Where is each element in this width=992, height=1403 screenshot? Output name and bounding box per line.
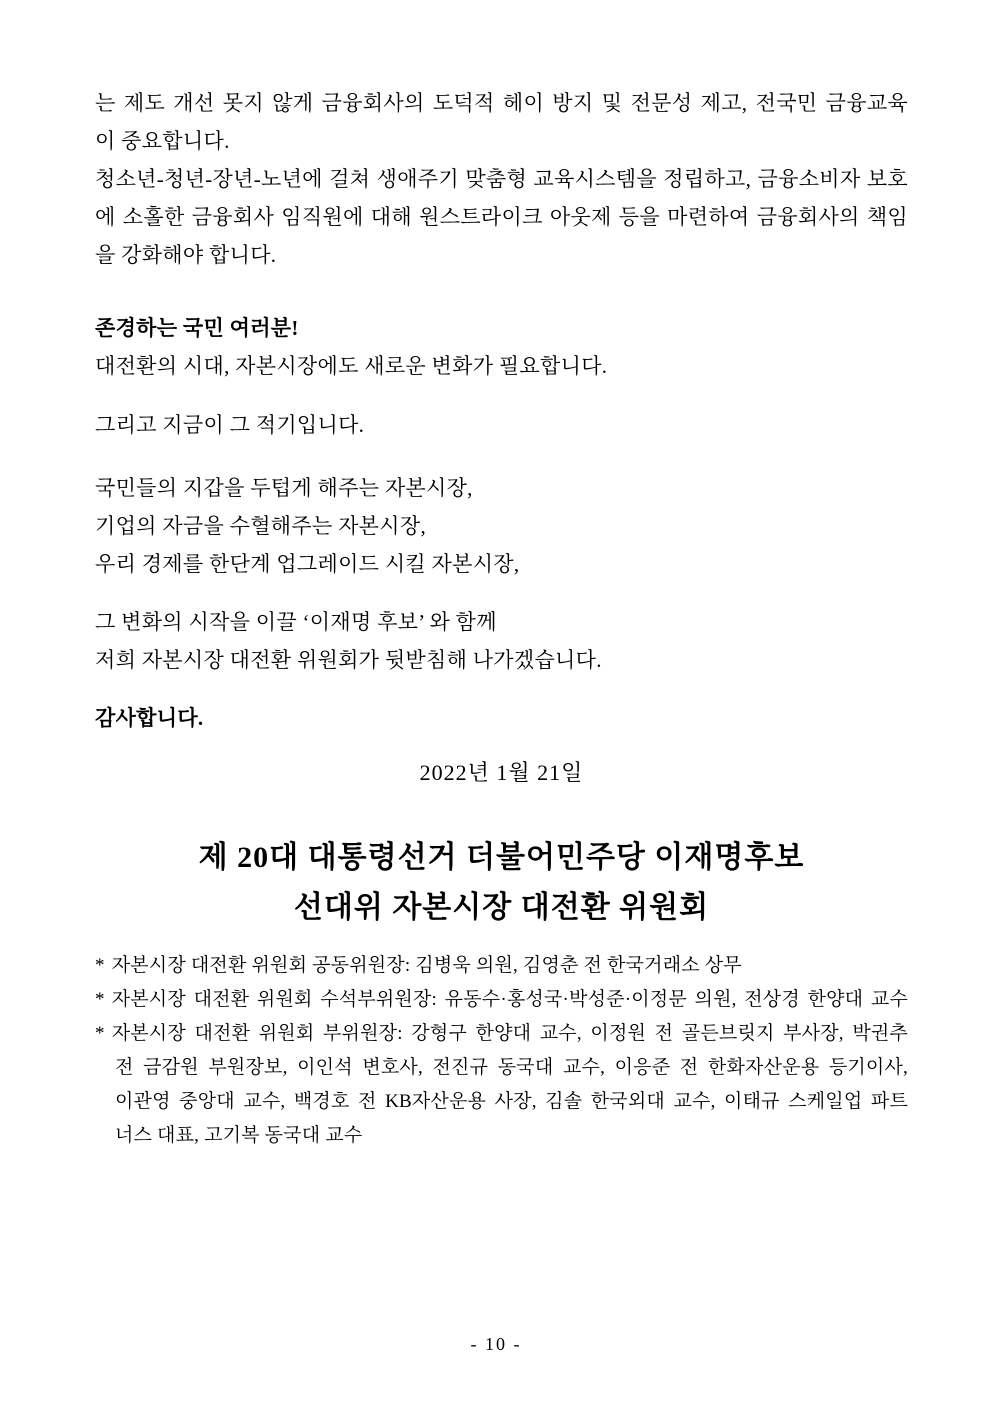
doc-title-line-1: 제 20대 대통령선거 더불어민주당 이재명후보 [198, 841, 805, 874]
note-vice-chairs-cont: 전 금감원 부원장보, 이인석 변호사, 전진규 동국대 교수, 이응준 전 한화자산운용 등기이사, [115, 1057, 908, 1078]
body-line: 그 변화의 시작을 이끌 ‘이재명 후보’ 와 함께 [95, 610, 497, 634]
asterisk-marker: * [95, 989, 105, 1010]
page-number: - 10 - [470, 1334, 522, 1354]
note-text: 자본시장 대전환 위원회 수석부위원장: 유동수·홍성국·박성준·이정문 의원, 전상경 한양대 교수 [111, 989, 908, 1010]
body-line: 에 소홀한 금융회사 임직원에 대해 원스트라이크 아웃제 등을 마련하여 금융회사의 책임 [95, 205, 908, 229]
body-line: 기업의 자금을 수혈해주는 자본시장, [95, 514, 426, 538]
closing-line: 감사합니다. [95, 706, 204, 730]
asterisk-marker: * [95, 1023, 105, 1044]
doc-title-line-2: 선대위 자본시장 대전환 위원회 [293, 891, 710, 924]
document-title [95, 833, 908, 933]
note-vice-chairs [95, 1017, 908, 1051]
paragraph-address [95, 309, 908, 444]
body-line: 청소년-청년-장년-노년에 걸쳐 생애주기 맞춤형 교육시스템을 정립하고, 금융소비자 보호 [95, 167, 908, 191]
body-line: 을 강화해야 합니다. [95, 243, 277, 267]
committee-notes [95, 949, 908, 1153]
body-line: 그리고 지금이 그 적기입니다. [95, 413, 365, 437]
body-line: 는 제도 개선 못지 않게 금융회사의 도덕적 헤이 방지 및 전문성 제고, 전국민 금융교육 [95, 91, 908, 115]
date-line: 2022년 1월 21일 [419, 760, 584, 785]
body-line: 이 중요합니다. [95, 129, 230, 153]
asterisk-marker: * [95, 955, 105, 976]
note-vice-chairs-cont: 너스 대표, 고기복 동국대 교수 [115, 1125, 363, 1146]
note-text: 자본시장 대전환 위원회 공동위원장: 김병욱 의원, 김영춘 전 한국거래소 상무 [111, 955, 742, 976]
paragraph-financial-education [95, 84, 908, 274]
section-heading: 존경하는 국민 여러분! [95, 316, 299, 340]
paragraph-capital-market [95, 469, 908, 737]
note-vice-chairs-cont: 이관영 중앙대 교수, 백경호 전 KB자산운용 사장, 김솔 한국외대 교수, 이태규 스케일업 파트 [115, 1091, 908, 1112]
note-co-chairs [95, 949, 908, 983]
body-line: 대전환의 시대, 자본시장에도 새로운 변화가 필요합니다. [95, 354, 608, 378]
note-text: 자본시장 대전환 위원회 부위원장: 강형구 한양대 교수, 이정원 전 골든브릿지 부사장, 박권추 [111, 1023, 908, 1044]
body-line: 국민들의 지갑을 두텁게 해주는 자본시장, [95, 476, 473, 500]
document-content [95, 0, 908, 1153]
note-senior-vice-chairs [95, 983, 908, 1017]
body-line: 우리 경제를 한단계 업그레이드 시킬 자본시장, [95, 552, 520, 576]
body-line: 저희 자본시장 대전환 위원회가 뒷받침해 나가겠습니다. [95, 648, 602, 672]
